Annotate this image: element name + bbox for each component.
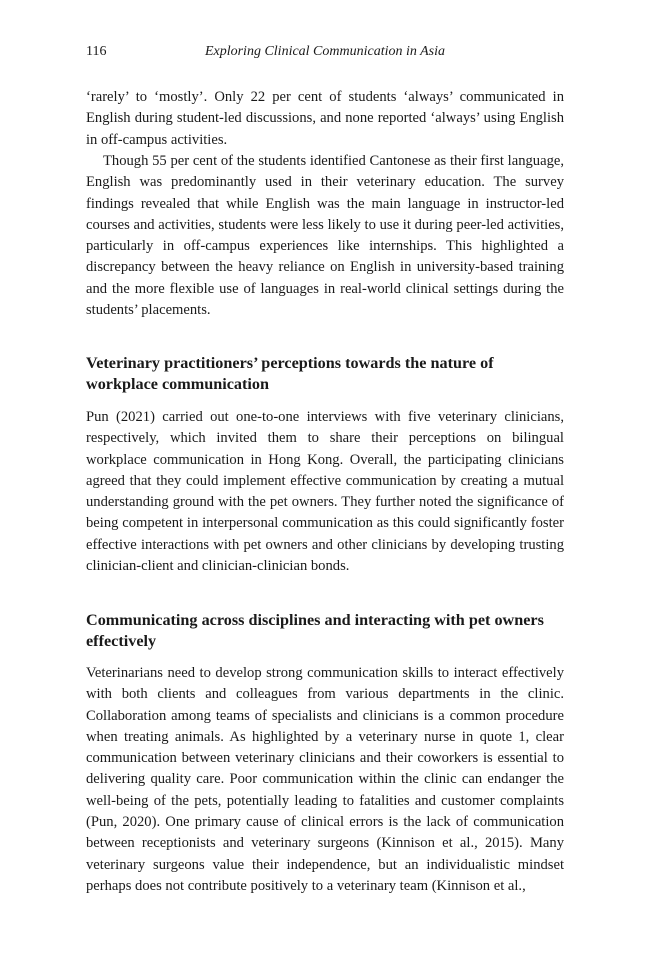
page-number: 116 [86, 44, 107, 59]
section-heading-practitioners: Veterinary practitioners’ perceptions towards the nature of workplace communication [86, 354, 494, 393]
running-head [86, 44, 564, 64]
paragraph-continuation: ‘rarely’ to ‘mostly’. Only 22 per cent of students ‘always’ communicated in English during student-led discussions, and none reported ‘always’ using English in off-campus activities. [86, 89, 564, 148]
section-heading-communicating: Communicating across disciplines and interacting with pet owners effectively [86, 611, 544, 650]
paragraph-survey-findings: Though 55 per cent of the students identified Cantonese as their first language, English was predominantly used in their veterinary education. The survey findings revealed that while English was the main language in instructor-led courses and activities, students were less likely to use it during peer-led activities, particularly in off-campus experiences like internships. This highlighted a discrepancy between the heavy reliance on English in university-based training and the more flexible use of languages in real-world clinical settings during the students’ placements. [86, 153, 564, 319]
running-title: Exploring Clinical Communication in Asia [204, 44, 446, 59]
paragraph-interviews: Pun (2021) carried out one-to-one interviews with five veterinary clinicians, respectively, which invited them to share their perceptions on bilingual workplace communication in Hong Kong. Overall, the participating clinicians agreed that they could implement effective communication by creating a mutual understanding ground with the pet owners. They further noted the significance of being competent in interpersonal communication as this could significantly foster effective interactions with pet owners and other clinicians by developing trusting clinician-client and clinician-clinician bonds. [86, 409, 564, 575]
paragraph-veterinarians: Veterinarians need to develop strong communication skills to interact effectively with both clients and colleagues from various departments in the clinic. Collaboration among teams of specialists and clinicians is a common procedure when treating animals. As highlighted by a veterinary nurse in quote 1, clear communication between veterinary clinicians and their coworkers is essential to delivering quality care. Poor communication within the clinic can endanger the well-being of the pets, potentially leading to fatalities and customer complaints (Pun, 2020). One primary cause of clinical errors is the lack of communication between receptionists and veterinary surgeons (Kinnison et al., 2015). Many veterinary surgeons value their independence, but an individualistic mindset perhaps does not contribute positively to a veterinary team (Kinnison et al., [86, 665, 564, 894]
